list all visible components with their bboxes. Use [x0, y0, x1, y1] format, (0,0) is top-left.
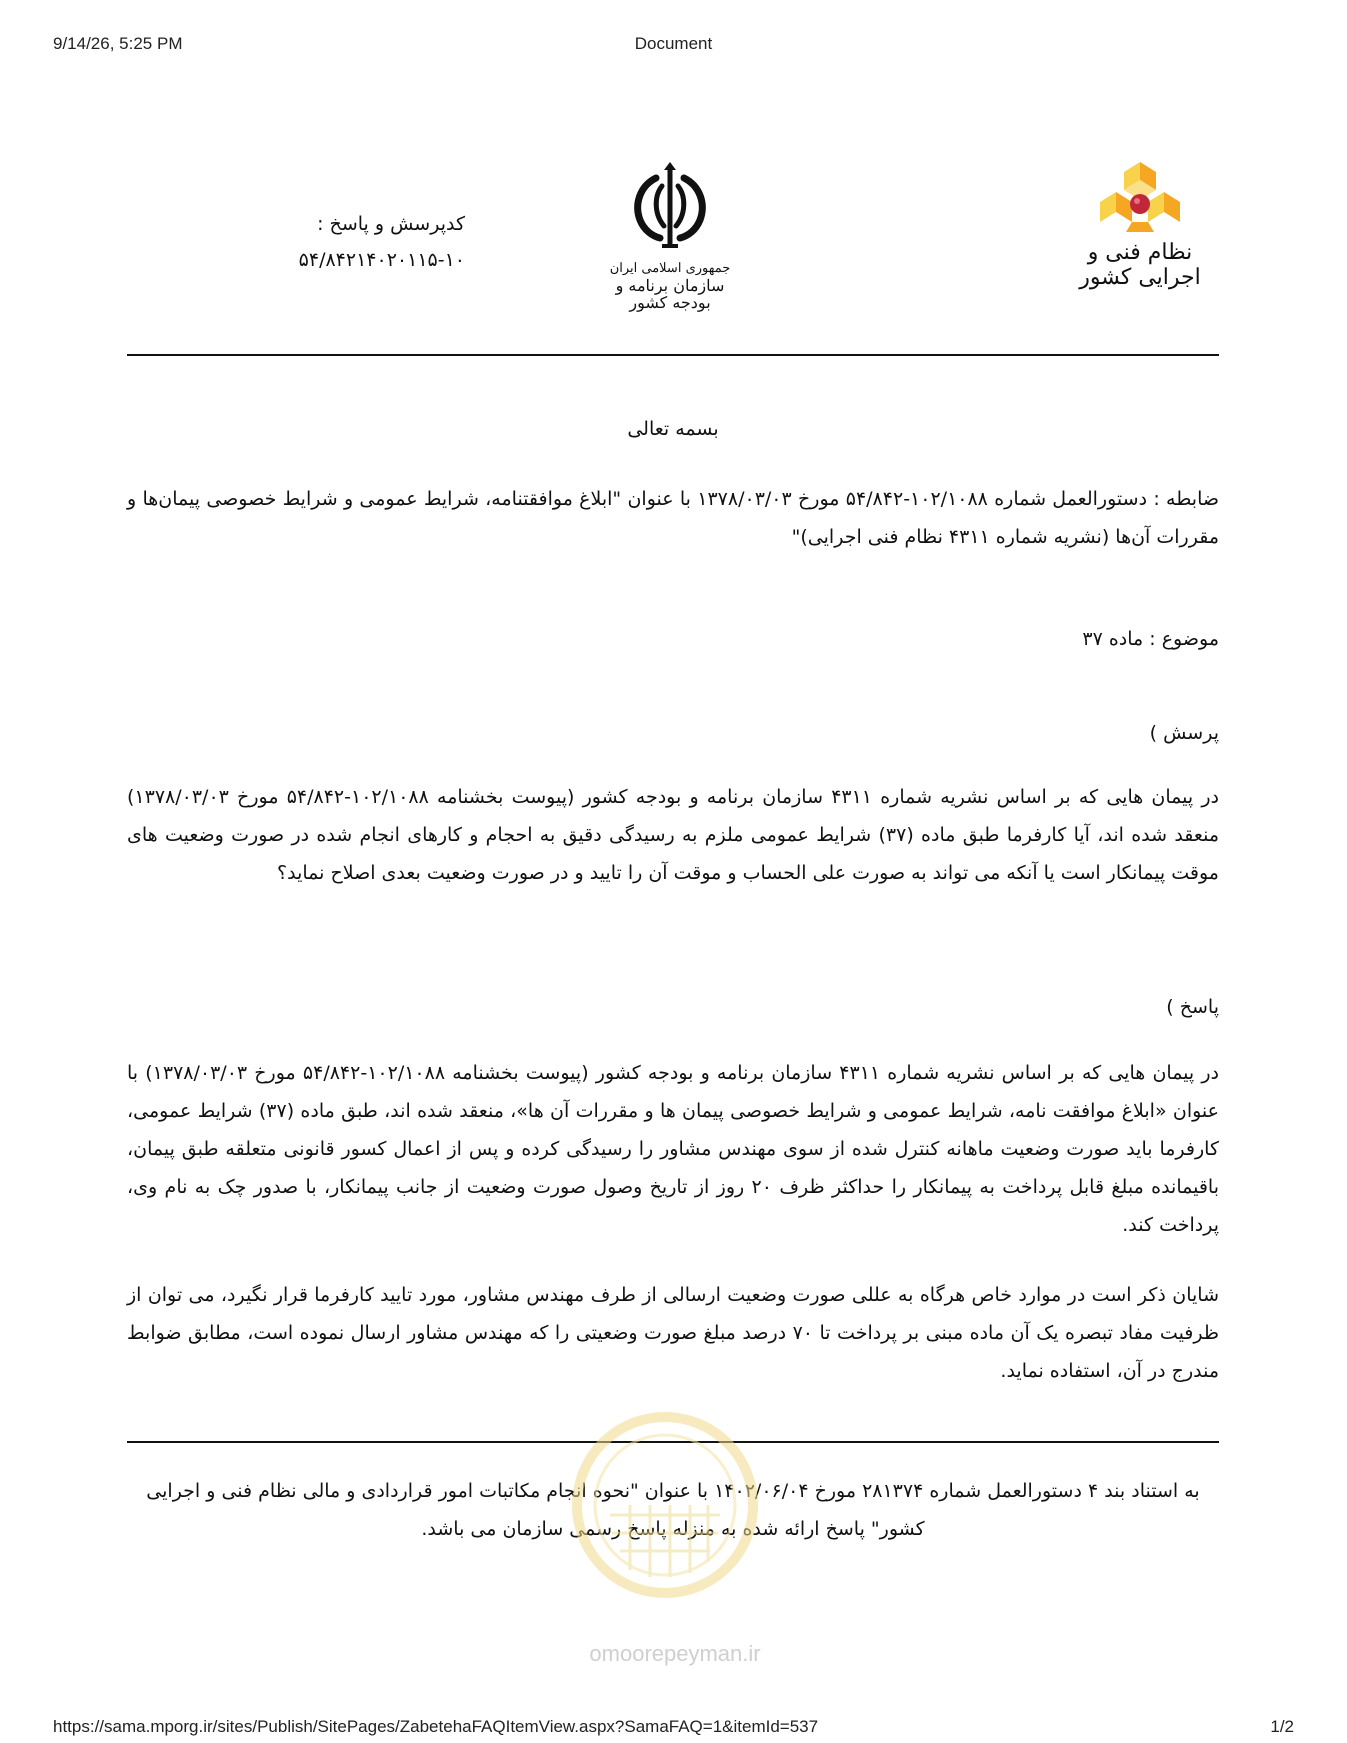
document-heading: بسمه تعالی: [627, 418, 719, 440]
subject-text: موضوع : ماده ۳۷: [1082, 628, 1219, 650]
question-code-value: ۵۴/۸۴۲۱۴۰۲۰۱۱۵-۱۰: [298, 249, 465, 271]
regulation-text: ضابطه : دستورالعمل شماره ۱۰۲/۱۰۸۸-۵۴/۸۴۲ مورخ ۱۳۷۸/۰۳/۰۳ با عنوان "ابلاغ موافقتنامه، شرایط عمومی و شرایط خصوصی پیمان‌ها و مقررات آن‌ها (نشریه شماره ۴۳۱۱ نظام فنی اجرایی)": [127, 488, 1220, 548]
footer-divider: [127, 1441, 1219, 1443]
answer-paragraph-2: شایان ذکر است در موارد خاص هرگاه به عللی صورت وضعیت ارسالی از طرف مهندس مشاور، مورد تایید کارفرما قرار نگیرد، می توان از ظرفیت مفاد تبصره یک آن ماده مبنی بر پرداخت تا ۷۰ درصد مبلغ صورت وضعیتی را که مهندس مشاور ارسال نموده است، مطابق ضوابط مندرج در آن، استفاده نماید.: [127, 1284, 1219, 1382]
technical-system-logo-block: [1065, 160, 1215, 290]
footnote-text: به استناد بند ۴ دستورالعمل شماره ۲۸۱۳۷۴ مورخ ۱۴۰۲/۰۶/۰۴ با عنوان "نحوه انجام مکاتبات امور قراردادی و مالی نظام فنی و اجرایی کشور" پاسخ ارائه شده به منزله پاسخ رسمی سازمان می باشد.: [146, 1480, 1200, 1540]
question-text: در پیمان هایی که بر اساس نشریه شماره ۴۳۱۱ سازمان برنامه و بودجه کشور (پیوست بخشنامه ۱۰۲/۱۰۸۸-۵۴/۸۴۲ مورخ ۱۳۷۸/۰۳/۰۳) منعقد شده اند، آیا کارفرما طبق ماده (۳۷) شرایط عمومی ملزم به رسیدگی دقیق به احجام و کارهای انجام شده در صورت وضعیت های موقت پیمانکار است یا آنکه می تواند به صورت علی الحساب و موقت آن را تایید و در صورت وضعیت بعدی اصلاح نماید؟: [127, 786, 1219, 884]
logo-caption: نظام فنی و اجرایی کشور: [1079, 240, 1201, 290]
emblem-caption-country: جمهوری اسلامی ایران: [609, 261, 731, 276]
question-body: [127, 778, 1219, 892]
print-datetime: 9/14/26, 5:25 PM: [53, 34, 183, 53]
print-url: https://sama.mporg.ir/sites/Publish/SitePages/ZabetehaFAQItemView.aspx?SamaFAQ=1&itemId=537: [53, 1717, 819, 1736]
question-label: پرسش ): [1149, 722, 1219, 744]
answer-section: [127, 988, 1219, 1026]
subject-section: [127, 620, 1219, 658]
question-code-block: [225, 206, 465, 278]
question-code-label: کدپرسش و پاسخ :: [317, 213, 465, 235]
watermark-url: omoorepeyman.ir: [589, 1641, 761, 1666]
footnote-section: [127, 1472, 1219, 1548]
print-title: Document: [634, 34, 713, 53]
print-page-number: 1/2: [1270, 1717, 1294, 1736]
question-section: [127, 714, 1219, 752]
regulation-section: [127, 480, 1219, 556]
answer-paragraph-1: در پیمان هایی که بر اساس نشریه شماره ۴۳۱۱ سازمان برنامه و بودجه کشور (پیوست بخشنامه ۱۰۲/۱۰۸۸-۵۴/۸۴۲ مورخ ۱۳۷۸/۰۳/۰۳) با عنوان «ابلاغ موافقت نامه، شرایط عمومی و شرایط خصوصی پیمان ها و مقررات آن ها»، منعقد شده اند، طبق ماده (۳۷) شرایط عمومی، کارفرما باید صورت وضعیت ماهانه کنترل شده از سوی مهندس مشاور را رسیدگی کرده و پس از اعمال کسور قانونی متعلقه طبق پیمان، باقیمانده مبلغ قابل پرداخت به پیمانکار را حداکثر ظرف ۲۰ روز از تاریخ وصول صورت وضعیت از جانب پیمانکار، با صدور چک به نام وی، پرداخت کند.: [127, 1062, 1220, 1236]
emblem-caption-organization: سازمان برنامه و بودجه کشور: [615, 276, 725, 312]
answer-body: [127, 1054, 1219, 1244]
header-divider: [127, 354, 1219, 356]
technical-system-logo-icon: [1094, 160, 1186, 236]
iran-emblem-icon: [622, 160, 718, 256]
document-body: [127, 410, 1219, 448]
answer-note: [127, 1276, 1219, 1390]
answer-label: پاسخ ): [1166, 996, 1219, 1018]
national-emblem-block: [600, 160, 740, 311]
